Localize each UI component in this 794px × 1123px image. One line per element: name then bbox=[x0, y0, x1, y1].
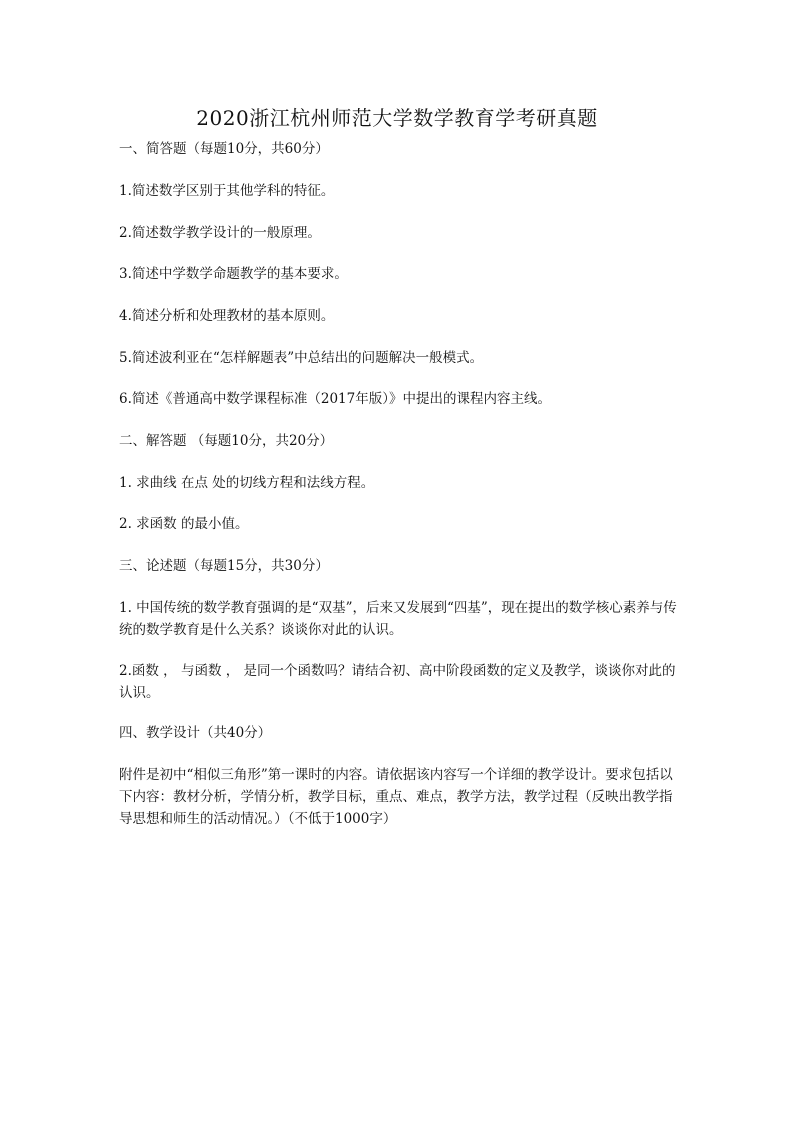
section-heading-essay: 三、论述题（每题15分，共30分） bbox=[119, 558, 329, 574]
question-1-5: 5.简述波利亚在“怎样解题表”中总结出的问题解决一般模式。 bbox=[119, 350, 484, 366]
question-2-2: 2. 求函数 的最小值。 bbox=[119, 516, 249, 532]
teaching-design-body: 附件是初中“相似三角形”第一课时的内容。请依据该内容写一个详细的教学设计。要求包括以下内容：教材分析，学情分析，教学目标，重点、难点，教学方法，教学过程（反映出教学指导思想和师生的活动情况。）（不低于1000字） bbox=[119, 767, 673, 827]
section-heading-short-answer: 一、简答题（每题10分，共60分） bbox=[119, 141, 329, 157]
question-2-1: 1. 求曲线 在点 处的切线方程和法线方程。 bbox=[119, 475, 375, 491]
question-3-1: 1. 中国传统的数学教育强调的是“双基”，后来又发展到“四基”，现在提出的数学核心素养与传统的数学教育是什么关系？谈谈你对此的认识。 bbox=[119, 600, 677, 638]
question-1-3: 3.简述中学数学命题教学的基本要求。 bbox=[119, 266, 348, 282]
question-1-4: 4.简述分析和处理教材的基本原则。 bbox=[119, 308, 335, 324]
question-1-6: 6.简述《普通高中数学课程标准（2017年版）》中提出的课程内容主线。 bbox=[119, 391, 551, 407]
section-heading-teaching-design: 四、教学设计（共40分） bbox=[119, 725, 272, 741]
section-heading-problems: 二、解答题 （每题10分，共20分） bbox=[119, 433, 334, 449]
question-1-2: 2.简述数学教学设计的一般原理。 bbox=[119, 225, 321, 241]
question-3-2: 2.函数 ， 与函数 ， 是同一个函数吗？请结合初、高中阶段函数的定义及教学，谈谈你对此的认识。 bbox=[119, 663, 676, 701]
question-1-1: 1.简述数学区别于其他学科的特征。 bbox=[119, 183, 335, 199]
page-title: 2020浙江杭州师范大学数学教育学考研真题 bbox=[196, 106, 598, 130]
